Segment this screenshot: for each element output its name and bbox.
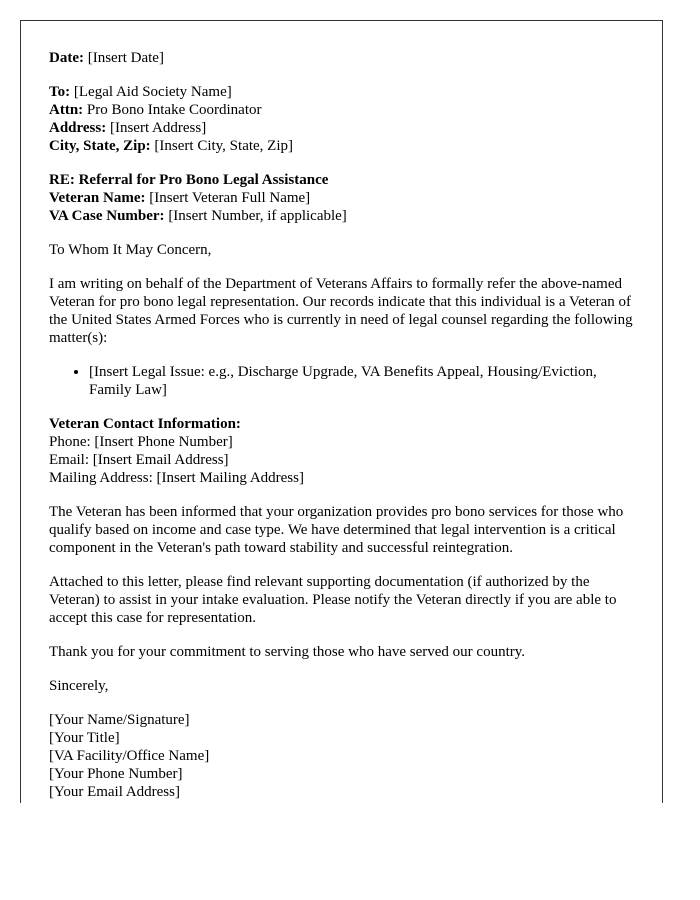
intro-paragraph: I am writing on behalf of the Department of Veterans Affairs to formally refer the above-named Veteran for pro bono legal representation. Our records indicate that this individual is a Veteran of the United States Armed Forces who is currently in need of legal counsel regarding the following matter(s): <box>49 276 633 346</box>
issue-list <box>49 363 634 399</box>
date-line: Date: [Insert Date] <box>49 50 164 66</box>
salutation: To Whom It May Concern, <box>49 242 212 258</box>
signature-block: [Your Name/Signature] [Your Title] [VA Facility/Office Name] [Your Phone Number] [Your Email Address] <box>49 712 210 800</box>
list-item: • [Insert Legal Issue: e.g., Discharge Upgrade, VA Benefits Appeal, Housing/Eviction, Family Law] <box>89 363 634 399</box>
re-block: RE: Referral for Pro Bono Legal Assistance Veteran Name: [Insert Veteran Full Name] VA Case Number: [Insert Number, if applicable] <box>49 172 347 224</box>
contact-block: Veteran Contact Information: Phone: [Insert Phone Number] Email: [Insert Email Address] Mailing Address: [Insert Mailing Address] <box>49 416 304 486</box>
paragraph-attachments: Attached to this letter, please find relevant supporting documentation (if authorized by the Veteran) to assist in your intake evaluation. Please notify the Veteran directly if you are able to accept this case for representation. <box>49 574 617 626</box>
letter-page <box>20 20 663 803</box>
paragraph-thanks: Thank you for your commitment to serving those who have served our country. <box>49 644 526 660</box>
recipient-block: To: [Legal Aid Society Name] Attn: Pro Bono Intake Coordinator Address: [Insert Address] City, State, Zip: [Insert City, State, Zip] <box>49 84 294 154</box>
paragraph-eligibility: The Veteran has been informed that your organization provides pro bono services for those who qualify based on income and case type. We have determined that legal intervention is a critical component in the Veteran's path toward stability and successful reintegration. <box>49 504 624 556</box>
closing: Sincerely, <box>49 678 109 694</box>
